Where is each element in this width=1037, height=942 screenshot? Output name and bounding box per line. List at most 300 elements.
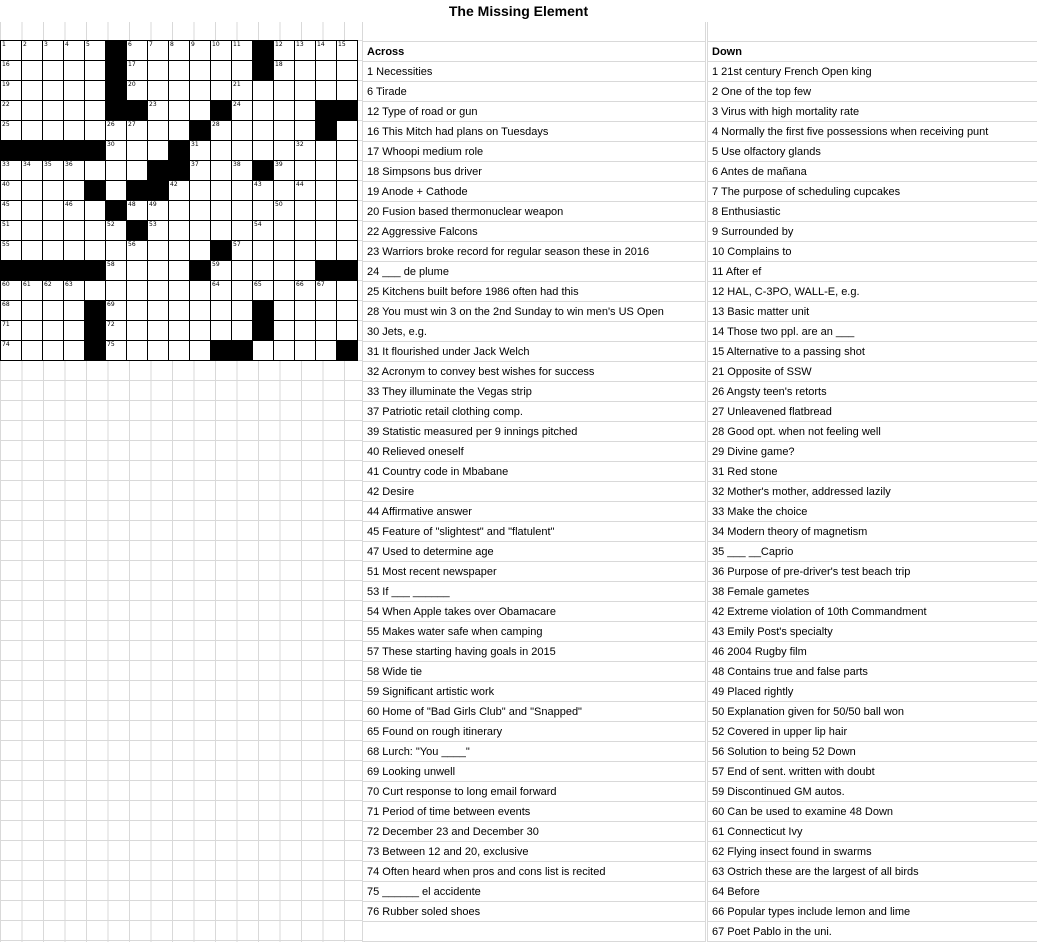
grid-cell[interactable] xyxy=(253,221,274,241)
grid-cell[interactable] xyxy=(148,41,169,61)
grid-cell[interactable] xyxy=(106,181,127,201)
grid-cell[interactable] xyxy=(274,61,295,81)
cell-number: 44 xyxy=(296,181,304,188)
grid-cell[interactable] xyxy=(190,81,211,101)
grid-cell[interactable] xyxy=(64,121,85,141)
grid-cell[interactable] xyxy=(64,301,85,321)
grid-cell[interactable] xyxy=(148,101,169,121)
grid-cell[interactable] xyxy=(232,321,253,341)
grid-cell-black xyxy=(85,341,106,361)
across-clue: 1 Necessities xyxy=(363,62,705,82)
grid-cell[interactable] xyxy=(190,141,211,161)
down-clue: 60 Can be used to examine 48 Down xyxy=(708,802,1037,822)
cell-number: 11 xyxy=(233,41,241,48)
grid-cell-black xyxy=(253,161,274,181)
grid-cell[interactable] xyxy=(127,301,148,321)
grid-cell-black xyxy=(106,41,127,61)
grid-cell[interactable] xyxy=(274,341,295,361)
grid-cell[interactable] xyxy=(232,261,253,281)
grid-cell[interactable] xyxy=(127,41,148,61)
cell-number: 1 xyxy=(2,41,6,48)
grid-cell[interactable] xyxy=(64,61,85,81)
across-clue: 45 Feature of "slightest" and "flatulent" xyxy=(363,522,705,542)
grid-cell[interactable] xyxy=(1,201,22,221)
cell-number: 26 xyxy=(107,121,115,128)
grid-cell[interactable] xyxy=(127,201,148,221)
grid-cell[interactable] xyxy=(106,121,127,141)
grid-cell[interactable] xyxy=(232,81,253,101)
grid-cell[interactable] xyxy=(211,321,232,341)
down-clue: 43 Emily Post's specialty xyxy=(708,622,1037,642)
grid-cell[interactable] xyxy=(253,241,274,261)
grid-cell[interactable] xyxy=(190,201,211,221)
grid-cell[interactable] xyxy=(232,121,253,141)
grid-cell[interactable] xyxy=(274,301,295,321)
down-clue: 26 Angsty teen's retorts xyxy=(708,382,1037,402)
down-clue: 46 2004 Rugby film xyxy=(708,642,1037,662)
grid-cell[interactable] xyxy=(253,181,274,201)
grid-cell[interactable] xyxy=(169,261,190,281)
grid-cell[interactable] xyxy=(190,241,211,261)
grid-cell[interactable] xyxy=(295,81,316,101)
grid-cell[interactable] xyxy=(337,301,358,321)
grid-cell[interactable] xyxy=(253,201,274,221)
grid-cell[interactable] xyxy=(64,201,85,221)
grid-cell[interactable] xyxy=(22,341,43,361)
grid-cell[interactable] xyxy=(190,221,211,241)
grid-cell[interactable] xyxy=(43,61,64,81)
cell-number: 35 xyxy=(44,161,52,168)
across-clue: 12 Type of road or gun xyxy=(363,102,705,122)
grid-cell[interactable] xyxy=(43,161,64,181)
grid-cell[interactable] xyxy=(253,281,274,301)
grid-cell[interactable] xyxy=(190,301,211,321)
grid-cell[interactable] xyxy=(43,41,64,61)
down-clue: 10 Complains to xyxy=(708,242,1037,262)
grid-cell[interactable] xyxy=(127,241,148,261)
grid-cell[interactable] xyxy=(169,101,190,121)
grid-cell[interactable] xyxy=(295,141,316,161)
grid-cell[interactable] xyxy=(190,161,211,181)
grid-cell[interactable] xyxy=(274,141,295,161)
grid-cell[interactable] xyxy=(1,241,22,261)
grid-cell-black xyxy=(127,221,148,241)
down-clue: 2 One of the top few xyxy=(708,82,1037,102)
grid-cell[interactable] xyxy=(148,61,169,81)
grid-cell[interactable] xyxy=(127,321,148,341)
grid-cell[interactable] xyxy=(337,221,358,241)
grid-cell[interactable] xyxy=(169,121,190,141)
grid-cell[interactable] xyxy=(295,121,316,141)
grid-cell[interactable] xyxy=(169,281,190,301)
grid-cell[interactable] xyxy=(190,281,211,301)
grid-cell[interactable] xyxy=(85,101,106,121)
grid-cell-black xyxy=(127,181,148,201)
grid-cell[interactable] xyxy=(295,241,316,261)
grid-cell[interactable] xyxy=(232,281,253,301)
grid-cell[interactable] xyxy=(274,281,295,301)
down-clue: 38 Female gametes xyxy=(708,582,1037,602)
down-clue: 42 Extreme violation of 10th Commandment xyxy=(708,602,1037,622)
grid-cell[interactable] xyxy=(148,201,169,221)
across-clue: 51 Most recent newspaper xyxy=(363,562,705,582)
grid-cell[interactable] xyxy=(337,61,358,81)
grid-cell[interactable] xyxy=(43,281,64,301)
grid-cell[interactable] xyxy=(211,301,232,321)
cell-number: 60 xyxy=(2,281,10,288)
grid-cell[interactable] xyxy=(127,81,148,101)
cell-number: 24 xyxy=(233,101,241,108)
grid-cell-black xyxy=(253,301,274,321)
grid-cell[interactable] xyxy=(295,161,316,181)
grid-cell[interactable] xyxy=(106,321,127,341)
grid-cell[interactable] xyxy=(337,161,358,181)
grid-cell[interactable] xyxy=(295,181,316,201)
grid-cell[interactable] xyxy=(274,201,295,221)
grid-cell-black xyxy=(106,61,127,81)
grid-cell[interactable] xyxy=(211,221,232,241)
cell-number: 62 xyxy=(44,281,52,288)
cell-number: 48 xyxy=(128,201,136,208)
grid-cell[interactable] xyxy=(295,101,316,121)
grid-cell[interactable] xyxy=(22,221,43,241)
down-clue: 5 Use olfactory glands xyxy=(708,142,1037,162)
across-clue: 16 This Mitch had plans on Tuesdays xyxy=(363,122,705,142)
grid-cell[interactable] xyxy=(169,181,190,201)
across-clue: 73 Between 12 and 20, exclusive xyxy=(363,842,705,862)
grid-cell[interactable] xyxy=(22,241,43,261)
grid-cell[interactable] xyxy=(43,121,64,141)
across-clue: 72 December 23 and December 30 xyxy=(363,822,705,842)
grid-cell[interactable] xyxy=(169,301,190,321)
cell-number: 13 xyxy=(296,41,304,48)
grid-cell[interactable] xyxy=(106,221,127,241)
grid-cell[interactable] xyxy=(1,61,22,81)
grid-cell[interactable] xyxy=(127,281,148,301)
cell-number: 50 xyxy=(275,201,283,208)
grid-cell-black xyxy=(211,341,232,361)
grid-cell[interactable] xyxy=(232,101,253,121)
grid-cell[interactable] xyxy=(190,41,211,61)
grid-cell[interactable] xyxy=(43,181,64,201)
grid-cell[interactable] xyxy=(211,81,232,101)
down-clue: 36 Purpose of pre-driver's test beach trip xyxy=(708,562,1037,582)
grid-cell[interactable] xyxy=(316,341,337,361)
grid-cell[interactable] xyxy=(85,241,106,261)
grid-cell[interactable] xyxy=(274,41,295,61)
grid-cell[interactable] xyxy=(211,161,232,181)
grid-cell[interactable] xyxy=(64,41,85,61)
grid-cell[interactable] xyxy=(127,261,148,281)
grid-cell[interactable] xyxy=(22,321,43,341)
grid-cell[interactable] xyxy=(253,81,274,101)
grid-cell[interactable] xyxy=(1,161,22,181)
down-clue: 66 Popular types include lemon and lime xyxy=(708,902,1037,922)
grid-cell[interactable] xyxy=(232,161,253,181)
grid-cell[interactable] xyxy=(295,201,316,221)
grid-cell[interactable] xyxy=(148,301,169,321)
grid-cell[interactable] xyxy=(106,281,127,301)
grid-cell[interactable] xyxy=(337,121,358,141)
grid-cell[interactable] xyxy=(190,181,211,201)
grid-cell[interactable] xyxy=(337,321,358,341)
grid-cell[interactable] xyxy=(43,81,64,101)
grid-cell[interactable] xyxy=(295,261,316,281)
grid-cell[interactable] xyxy=(169,81,190,101)
grid-cell[interactable] xyxy=(22,301,43,321)
cell-number: 31 xyxy=(191,141,199,148)
grid-cell[interactable] xyxy=(232,301,253,321)
grid-cell[interactable] xyxy=(22,121,43,141)
down-clue: 59 Discontinued GM autos. xyxy=(708,782,1037,802)
grid-cell[interactable] xyxy=(148,341,169,361)
grid-cell[interactable] xyxy=(64,161,85,181)
grid-cell[interactable] xyxy=(253,101,274,121)
grid-cell[interactable] xyxy=(106,161,127,181)
across-clue: 71 Period of time between events xyxy=(363,802,705,822)
grid-cell[interactable] xyxy=(295,341,316,361)
grid-cell[interactable] xyxy=(22,201,43,221)
grid-cell[interactable] xyxy=(22,41,43,61)
grid-cell[interactable] xyxy=(148,221,169,241)
grid-cell[interactable] xyxy=(211,41,232,61)
grid-cell[interactable] xyxy=(316,41,337,61)
grid-cell[interactable] xyxy=(274,261,295,281)
grid-cell[interactable] xyxy=(148,261,169,281)
grid-cell[interactable] xyxy=(295,301,316,321)
cell-number: 27 xyxy=(128,121,136,128)
grid-cell[interactable] xyxy=(211,281,232,301)
grid-cell[interactable] xyxy=(43,201,64,221)
across-clue-list xyxy=(363,62,705,942)
grid-cell[interactable] xyxy=(106,261,127,281)
grid-cell[interactable] xyxy=(22,181,43,201)
grid-cell[interactable] xyxy=(232,241,253,261)
grid-cell[interactable] xyxy=(337,241,358,261)
grid-cell[interactable] xyxy=(43,301,64,321)
grid-cell[interactable] xyxy=(85,281,106,301)
grid-cell[interactable] xyxy=(190,101,211,121)
cell-number: 22 xyxy=(2,101,10,108)
grid-cell[interactable] xyxy=(337,141,358,161)
cell-number: 74 xyxy=(2,341,10,348)
grid-cell[interactable] xyxy=(316,161,337,181)
across-clue: 39 Statistic measured per 9 innings pitched xyxy=(363,422,705,442)
grid-cell-black xyxy=(337,341,358,361)
grid-cell[interactable] xyxy=(295,41,316,61)
grid-cell[interactable] xyxy=(43,221,64,241)
grid-cell[interactable] xyxy=(127,161,148,181)
grid-cell[interactable] xyxy=(295,61,316,81)
grid-cell[interactable] xyxy=(148,241,169,261)
grid-cell[interactable] xyxy=(64,321,85,341)
grid-cell[interactable] xyxy=(1,301,22,321)
cell-number: 23 xyxy=(149,101,157,108)
grid-cell[interactable] xyxy=(148,81,169,101)
grid-cell[interactable] xyxy=(169,221,190,241)
grid-cell[interactable] xyxy=(337,41,358,61)
grid-cell[interactable] xyxy=(211,121,232,141)
grid-cell[interactable] xyxy=(337,281,358,301)
grid-cell[interactable] xyxy=(232,221,253,241)
grid-cell[interactable] xyxy=(1,221,22,241)
grid-cell[interactable] xyxy=(22,61,43,81)
grid-cell[interactable] xyxy=(148,121,169,141)
grid-cell[interactable] xyxy=(274,321,295,341)
grid-cell[interactable] xyxy=(22,281,43,301)
grid-cell[interactable] xyxy=(295,281,316,301)
grid-cell-black xyxy=(253,41,274,61)
grid-cell[interactable] xyxy=(1,101,22,121)
grid-cell[interactable] xyxy=(43,321,64,341)
grid-cell[interactable] xyxy=(211,61,232,81)
grid-cell[interactable] xyxy=(1,181,22,201)
grid-cell[interactable] xyxy=(64,221,85,241)
grid-cell[interactable] xyxy=(64,341,85,361)
grid-cell[interactable] xyxy=(253,121,274,141)
grid-cell[interactable] xyxy=(127,61,148,81)
grid-cell-black xyxy=(85,261,106,281)
grid-cell[interactable] xyxy=(316,141,337,161)
grid-cell[interactable] xyxy=(169,321,190,341)
grid-cell[interactable] xyxy=(253,261,274,281)
grid-cell[interactable] xyxy=(22,101,43,121)
grid-cell[interactable] xyxy=(337,181,358,201)
grid-cell[interactable] xyxy=(148,321,169,341)
grid-cell[interactable] xyxy=(211,141,232,161)
down-spacer xyxy=(708,22,1037,42)
grid-cell[interactable] xyxy=(295,321,316,341)
grid-cell[interactable] xyxy=(85,201,106,221)
cell-number: 57 xyxy=(233,241,241,248)
grid-cell[interactable] xyxy=(316,201,337,221)
grid-cell[interactable] xyxy=(316,321,337,341)
grid-cell[interactable] xyxy=(253,341,274,361)
grid-cell[interactable] xyxy=(316,301,337,321)
grid-cell[interactable] xyxy=(1,81,22,101)
grid-cell-black xyxy=(316,261,337,281)
grid-cell[interactable] xyxy=(43,101,64,121)
grid-cell[interactable] xyxy=(85,121,106,141)
grid-cell-black xyxy=(64,261,85,281)
cell-number: 37 xyxy=(191,161,199,168)
grid-cell[interactable] xyxy=(274,81,295,101)
grid-cell[interactable] xyxy=(106,241,127,261)
grid-cell[interactable] xyxy=(85,221,106,241)
grid-cell[interactable] xyxy=(190,321,211,341)
grid-cell[interactable] xyxy=(232,41,253,61)
grid-cell[interactable] xyxy=(274,121,295,141)
grid-cell[interactable] xyxy=(64,241,85,261)
grid-cell[interactable] xyxy=(316,241,337,261)
grid-cell[interactable] xyxy=(64,181,85,201)
across-clue: 69 Looking unwell xyxy=(363,762,705,782)
grid-cell[interactable] xyxy=(232,201,253,221)
across-clue: 76 Rubber soled shoes xyxy=(363,902,705,922)
across-clue: 54 When Apple takes over Obamacare xyxy=(363,602,705,622)
grid-cell[interactable] xyxy=(169,201,190,221)
cell-number: 71 xyxy=(2,321,10,328)
grid-cell[interactable] xyxy=(274,101,295,121)
grid-cell[interactable] xyxy=(106,301,127,321)
grid-cell[interactable] xyxy=(85,61,106,81)
grid-cell[interactable] xyxy=(1,281,22,301)
grid-cell[interactable] xyxy=(106,141,127,161)
grid-cell[interactable] xyxy=(1,121,22,141)
across-clue: 58 Wide tie xyxy=(363,662,705,682)
down-clue: 62 Flying insect found in swarms xyxy=(708,842,1037,862)
grid-cell[interactable] xyxy=(1,321,22,341)
grid-cell[interactable] xyxy=(337,201,358,221)
grid-cell[interactable] xyxy=(1,41,22,61)
grid-cell[interactable] xyxy=(127,121,148,141)
grid-cell[interactable] xyxy=(211,201,232,221)
grid-cell[interactable] xyxy=(190,341,211,361)
grid-cell[interactable] xyxy=(169,41,190,61)
grid-cell[interactable] xyxy=(274,181,295,201)
grid-cell[interactable] xyxy=(274,161,295,181)
down-clue: 52 Covered in upper lip hair xyxy=(708,722,1037,742)
down-clue: 35 ___ __Caprio xyxy=(708,542,1037,562)
grid-cell[interactable] xyxy=(106,341,127,361)
grid-cell[interactable] xyxy=(253,141,274,161)
grid-cell[interactable] xyxy=(85,161,106,181)
grid-cell[interactable] xyxy=(316,81,337,101)
grid-cell[interactable] xyxy=(337,81,358,101)
grid-cell[interactable] xyxy=(232,141,253,161)
grid-cell[interactable] xyxy=(85,81,106,101)
grid-cell-black xyxy=(22,141,43,161)
grid-cell[interactable] xyxy=(316,61,337,81)
grid-cell[interactable] xyxy=(316,281,337,301)
grid-cell[interactable] xyxy=(127,141,148,161)
across-clue: 60 Home of "Bad Girls Club" and "Snapped" xyxy=(363,702,705,722)
cell-number: 38 xyxy=(233,161,241,168)
grid-cell[interactable] xyxy=(85,41,106,61)
grid-cell[interactable] xyxy=(190,61,211,81)
grid-cell[interactable] xyxy=(211,181,232,201)
grid-cell[interactable] xyxy=(148,281,169,301)
grid-cell[interactable] xyxy=(127,341,148,361)
grid-cell[interactable] xyxy=(1,341,22,361)
grid-cell[interactable] xyxy=(232,181,253,201)
down-heading: Down xyxy=(708,42,1037,62)
grid-cell[interactable] xyxy=(316,181,337,201)
grid-cell[interactable] xyxy=(211,261,232,281)
grid-cell[interactable] xyxy=(148,141,169,161)
grid-cell[interactable] xyxy=(169,241,190,261)
grid-cell[interactable] xyxy=(64,101,85,121)
cell-number: 2 xyxy=(23,41,27,48)
grid-cell[interactable] xyxy=(64,81,85,101)
grid-cell[interactable] xyxy=(43,341,64,361)
cell-number: 65 xyxy=(254,281,262,288)
grid-cell[interactable] xyxy=(295,221,316,241)
grid-cell[interactable] xyxy=(22,161,43,181)
cell-number: 49 xyxy=(149,201,157,208)
grid-cell[interactable] xyxy=(43,241,64,261)
grid-cell[interactable] xyxy=(274,241,295,261)
cell-number: 63 xyxy=(65,281,73,288)
grid-cell[interactable] xyxy=(232,61,253,81)
grid-cell[interactable] xyxy=(169,61,190,81)
across-clue: 6 Tirade xyxy=(363,82,705,102)
grid-cell[interactable] xyxy=(22,81,43,101)
grid-cell[interactable] xyxy=(316,221,337,241)
grid-cell[interactable] xyxy=(64,281,85,301)
grid-cell[interactable] xyxy=(274,221,295,241)
grid-cell[interactable] xyxy=(169,341,190,361)
